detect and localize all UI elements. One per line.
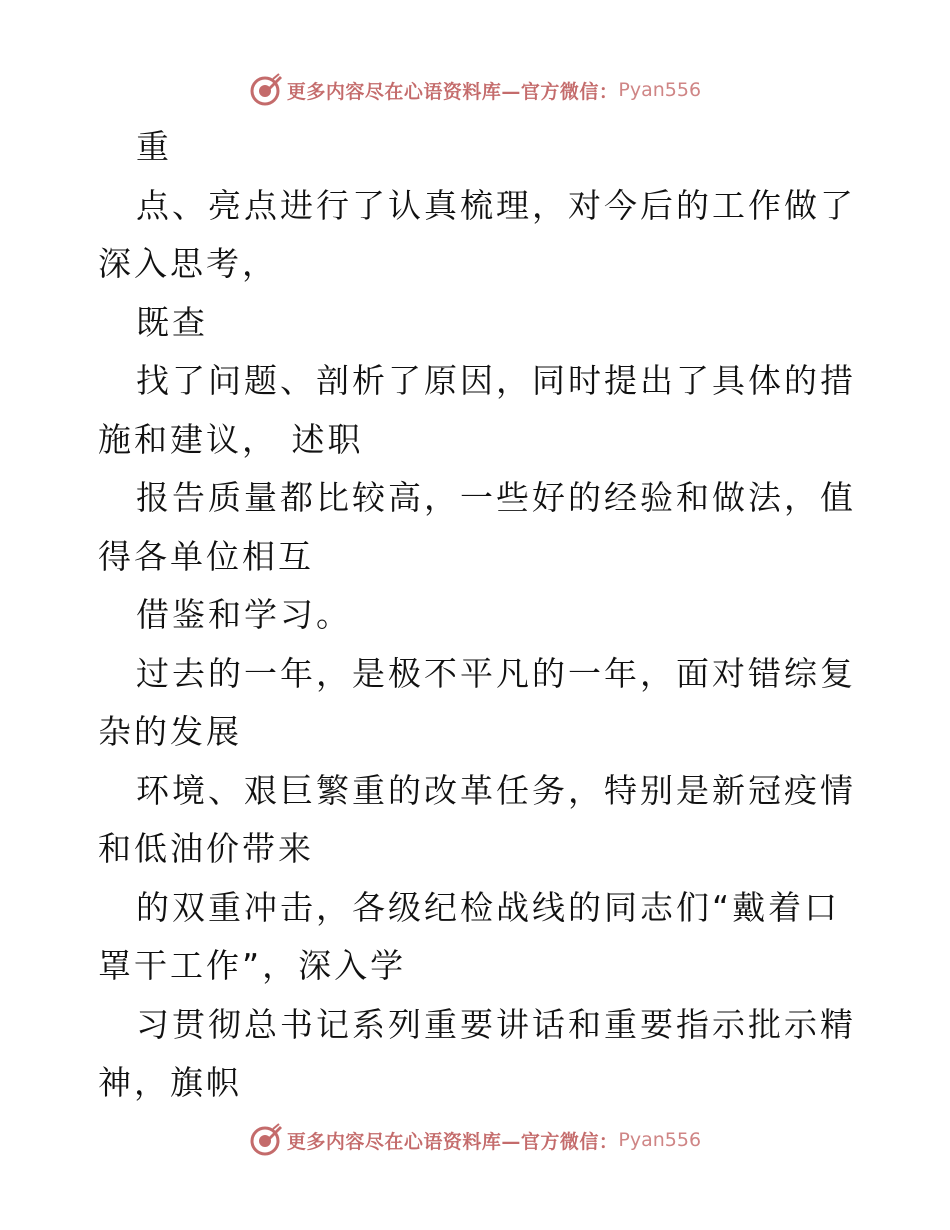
paragraph: 的双重冲击，各级纪检战线的同志们“戴着口罩干工作”，深入学 — [98, 887, 841, 985]
quill-logo-icon — [249, 73, 283, 107]
document-body — [98, 118, 858, 1113]
paragraph: 环境、艰巨繁重的改革任务，特别是新冠疫情和低油价带来 — [98, 770, 856, 868]
paragraph: 习贯彻总书记系列重要讲话和重要指示批示精神，旗帜 — [98, 1004, 856, 1102]
paragraph: 过去的一年，是极不平凡的一年，面对错综复杂的发展 — [98, 653, 856, 751]
paragraph: 借鉴和学习。 — [136, 595, 352, 634]
paragraph: 重 — [136, 127, 172, 166]
paragraph: 既查 — [136, 302, 208, 342]
quill-logo-icon — [249, 1123, 283, 1157]
header-brand-text: 更多内容尽在心语资料库—官方微信： — [286, 80, 619, 103]
header-watermark — [0, 70, 950, 110]
paragraph: 点、亮点进行了认真梳理，对今后的工作做了深入思考， — [98, 185, 856, 283]
footer-brand-text: 更多内容尽在心语资料库—官方微信： — [286, 1130, 619, 1153]
footer-wechat-id: Pyan556 — [618, 1129, 702, 1151]
header-wechat-id: Pyan556 — [618, 79, 702, 101]
footer-watermark — [0, 1120, 950, 1160]
paragraph: 报告质量都比较高，一些好的经验和做法，值得各单位相互 — [98, 478, 856, 576]
paragraph: 找了问题、剖析了原因，同时提出了具体的措施和建议， 述职 — [98, 361, 856, 459]
